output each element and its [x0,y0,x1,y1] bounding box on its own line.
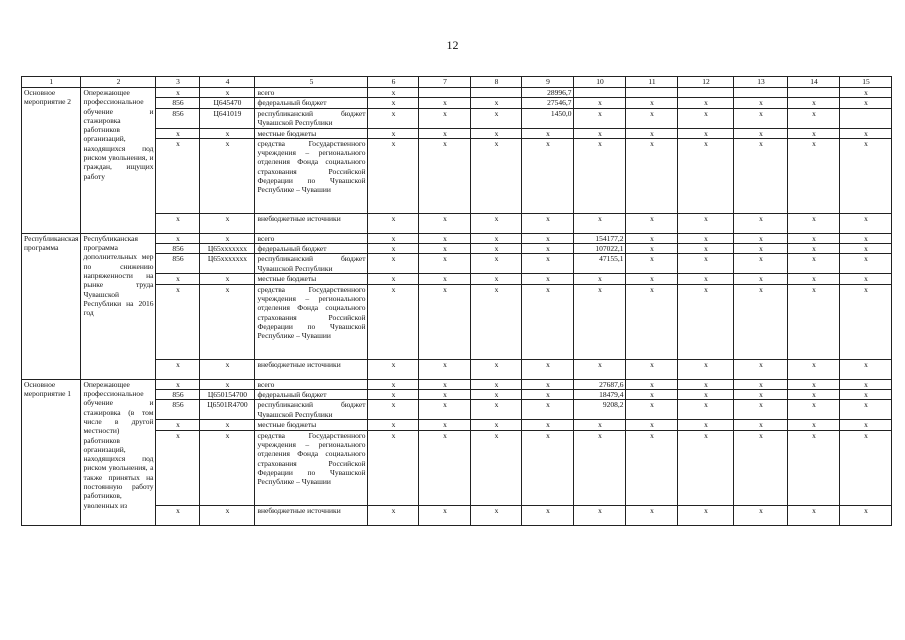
value-cell: x [788,254,840,274]
funding-source-cell: всего [255,88,368,98]
value-cell: x [626,400,678,420]
program-name-cell: Опережающее профессиональное обучение и стажировка работников организаций, находящихся под риском увольнения, и граждан, ищущих работу [81,88,156,234]
funding-source-cell: всего [255,379,368,389]
value-cell: x [368,108,419,128]
value-cell: x [368,284,419,359]
value-cell: x [626,505,678,525]
value-cell: x [734,128,788,138]
program-status-cell: Основное мероприятие 2 [22,88,81,234]
ministry-code-cell: x [156,420,200,430]
funding-source-cell: республиканский бюджет Чувашской Республики [255,108,368,128]
value-cell: x [522,400,574,420]
funding-source-cell: всего [255,233,368,243]
value-cell: x [840,213,892,233]
value-cell: x [678,274,734,284]
column-header-6: 6 [368,77,419,88]
value-cell: x [626,108,678,128]
ministry-code-cell: 856 [156,98,200,108]
budget-code-cell: Ц645470 [200,98,255,108]
value-cell [840,108,892,128]
value-cell: x [626,213,678,233]
value-cell: x [522,284,574,359]
value-cell: x [788,98,840,108]
budget-code-cell: x [200,213,255,233]
budget-code-cell: x [200,379,255,389]
funding-source-cell: местные бюджеты [255,274,368,284]
value-cell: x [788,128,840,138]
value-cell: x [626,430,678,505]
value-cell: x [419,108,471,128]
value-cell: x [734,138,788,213]
value-cell: x [368,88,419,98]
value-cell: x [419,128,471,138]
funding-source-cell: федеральный бюджет [255,244,368,254]
value-cell: x [840,400,892,420]
column-header-13: 13 [734,77,788,88]
value-cell: x [788,244,840,254]
value-cell: x [368,379,419,389]
value-cell: x [419,359,471,379]
value-cell [471,88,522,98]
value-cell: x [471,430,522,505]
budget-code-cell: Ц65xxxxxxx [200,254,255,274]
funding-source-cell: внебюджетные источники [255,213,368,233]
value-cell: x [522,254,574,274]
table-row [22,88,892,98]
column-header-10: 10 [574,77,626,88]
value-cell: x [840,430,892,505]
ministry-code-cell: 856 [156,108,200,128]
value-cell: x [734,379,788,389]
value-cell: x [419,98,471,108]
value-cell: x [574,128,626,138]
value-cell: x [522,505,574,525]
value-cell: x [368,128,419,138]
ministry-code-cell: 856 [156,254,200,274]
value-cell: x [368,138,419,213]
value-cell: x [574,138,626,213]
value-cell: 27687,6 [574,379,626,389]
ministry-code-cell: x [156,359,200,379]
value-cell: x [840,233,892,243]
value-cell: x [788,138,840,213]
value-cell: x [788,108,840,128]
budget-code-cell: x [200,88,255,98]
value-cell: x [574,420,626,430]
value-cell: x [368,420,419,430]
value-cell: x [522,233,574,243]
funding-source-cell: федеральный бюджет [255,98,368,108]
budget-code-cell: Ц650154700 [200,390,255,400]
value-cell: x [419,430,471,505]
value-cell: x [368,359,419,379]
column-header-8: 8 [471,77,522,88]
value-cell: x [626,254,678,274]
ministry-code-cell: 856 [156,390,200,400]
column-header-4: 4 [200,77,255,88]
value-cell: x [368,274,419,284]
value-cell: x [626,390,678,400]
value-cell: x [626,274,678,284]
value-cell: x [471,274,522,284]
value-cell: x [840,284,892,359]
column-header-11: 11 [626,77,678,88]
value-cell: x [734,420,788,430]
budget-code-cell: x [200,420,255,430]
value-cell: x [678,244,734,254]
funding-source-cell: средства Государственного учреждения – регионального отделения Фонда социального страхования Российской Федерации по Чувашской Республике – Чувашии [255,284,368,359]
value-cell: x [734,505,788,525]
value-cell: x [788,430,840,505]
program-status-cell: Основное мероприятие 1 [22,379,81,525]
value-cell: x [788,274,840,284]
value-cell: x [368,390,419,400]
value-cell: x [522,420,574,430]
value-cell: x [788,420,840,430]
value-cell: x [840,98,892,108]
value-cell: x [574,274,626,284]
value-cell: x [678,390,734,400]
value-cell: x [840,390,892,400]
funding-source-cell: местные бюджеты [255,420,368,430]
value-cell: x [734,233,788,243]
value-cell: x [471,379,522,389]
value-cell: x [626,379,678,389]
value-cell: 1450,0 [522,108,574,128]
column-header-3: 3 [156,77,200,88]
value-cell: x [471,244,522,254]
value-cell: x [471,505,522,525]
value-cell: x [840,88,892,98]
funding-source-cell: средства Государственного учреждения – регионального отделения Фонда социального страхования Российской Федерации по Чувашской Республике – Чувашии [255,138,368,213]
value-cell: x [574,430,626,505]
value-cell: x [734,254,788,274]
value-cell: x [734,213,788,233]
value-cell: x [678,128,734,138]
value-cell: x [419,400,471,420]
value-cell: x [368,505,419,525]
value-cell: x [840,128,892,138]
value-cell: x [840,244,892,254]
funding-source-cell: местные бюджеты [255,128,368,138]
funding-source-cell: федеральный бюджет [255,390,368,400]
ministry-code-cell: x [156,505,200,525]
value-cell: x [840,138,892,213]
value-cell: x [471,128,522,138]
value-cell: x [788,359,840,379]
value-cell: x [471,284,522,359]
ministry-code-cell: x [156,284,200,359]
value-cell: 9208,2 [574,400,626,420]
value-cell: x [368,430,419,505]
value-cell: x [471,138,522,213]
value-cell: x [419,233,471,243]
value-cell: 27546,7 [522,98,574,108]
value-cell: x [419,244,471,254]
value-cell: 107022,1 [574,244,626,254]
value-cell: x [471,233,522,243]
page-number: 12 [446,38,459,52]
value-cell: x [734,284,788,359]
value-cell: x [788,390,840,400]
ministry-code-cell: x [156,233,200,243]
value-cell: x [678,400,734,420]
value-cell: x [419,379,471,389]
value-cell: x [840,420,892,430]
value-cell: x [678,379,734,389]
budget-table [21,76,892,526]
value-cell: x [678,420,734,430]
ministry-code-cell: 856 [156,244,200,254]
value-cell: 28996,7 [522,88,574,98]
value-cell: x [626,98,678,108]
value-cell: x [626,233,678,243]
value-cell: x [368,233,419,243]
value-cell: x [678,233,734,243]
funding-source-cell: внебюджетные источники [255,505,368,525]
column-header-12: 12 [678,77,734,88]
value-cell: x [678,108,734,128]
program-status-cell: Республиканская программа [22,233,81,379]
value-cell: x [574,98,626,108]
funding-source-cell: республиканский бюджет Чувашской Республики [255,400,368,420]
value-cell: x [522,390,574,400]
value-cell: x [626,128,678,138]
ministry-code-cell: x [156,379,200,389]
column-header-15: 15 [840,77,892,88]
column-header-5: 5 [255,77,368,88]
value-cell: x [419,390,471,400]
table-row [22,233,892,243]
value-cell: x [522,244,574,254]
budget-code-cell: x [200,274,255,284]
value-cell: x [678,254,734,274]
value-cell: x [419,420,471,430]
value-cell: x [840,274,892,284]
column-header-1: 1 [22,77,81,88]
value-cell: x [522,430,574,505]
value-cell: x [734,390,788,400]
value-cell: x [626,244,678,254]
value-cell: x [734,430,788,505]
budget-code-cell: x [200,138,255,213]
value-cell: x [678,430,734,505]
value-cell: x [419,284,471,359]
value-cell: x [788,213,840,233]
header-row [22,77,892,88]
value-cell: x [734,274,788,284]
value-cell: x [574,284,626,359]
program-name-cell: Республиканская программа дополнительных мер по снижению напряженности на рынке труда Чувашской Республики на 2016 год [81,233,156,379]
value-cell: x [471,108,522,128]
value-cell: x [678,284,734,359]
ministry-code-cell: x [156,128,200,138]
value-cell: x [678,359,734,379]
value-cell: x [626,284,678,359]
column-header-14: 14 [788,77,840,88]
value-cell: x [734,244,788,254]
value-cell: x [840,359,892,379]
value-cell: x [788,284,840,359]
value-cell [734,88,788,98]
value-cell [574,88,626,98]
value-cell: x [471,359,522,379]
value-cell: x [574,505,626,525]
value-cell: x [678,98,734,108]
value-cell: x [368,98,419,108]
value-cell: x [734,108,788,128]
value-cell: x [419,505,471,525]
program-name-cell: Опережающее профессиональное обучение и стажировка (в том числе в другой местности) работников организаций, находящихся под риском увольнения, а также принятых на постоянную работу работников, уволенных из [81,379,156,525]
value-cell: x [788,400,840,420]
value-cell: x [522,274,574,284]
value-cell: x [840,379,892,389]
value-cell: x [788,505,840,525]
ministry-code-cell: x [156,88,200,98]
value-cell: x [368,244,419,254]
value-cell: x [471,390,522,400]
ministry-code-cell: x [156,274,200,284]
funding-source-cell: внебюджетные источники [255,359,368,379]
value-cell: 18479,4 [574,390,626,400]
value-cell: x [522,128,574,138]
value-cell: x [471,213,522,233]
ministry-code-cell: x [156,213,200,233]
value-cell: x [368,400,419,420]
value-cell: 47155,1 [574,254,626,274]
budget-code-cell: x [200,430,255,505]
value-cell [788,88,840,98]
budget-code-cell: x [200,233,255,243]
budget-code-cell: x [200,505,255,525]
value-cell: 154177,2 [574,233,626,243]
budget-code-cell: x [200,128,255,138]
value-cell: x [522,359,574,379]
column-header-9: 9 [522,77,574,88]
value-cell: x [471,400,522,420]
value-cell: x [368,213,419,233]
value-cell: x [840,254,892,274]
value-cell: x [471,254,522,274]
value-cell: x [574,213,626,233]
value-cell: x [626,359,678,379]
ministry-code-cell: x [156,430,200,505]
value-cell: x [734,359,788,379]
value-cell: x [419,254,471,274]
value-cell: x [788,233,840,243]
column-header-7: 7 [419,77,471,88]
budget-code-cell: Ц6501R4700 [200,400,255,420]
budget-code-cell: x [200,359,255,379]
funding-source-cell: республиканский бюджет Чувашской Республики [255,254,368,274]
value-cell [678,88,734,98]
funding-source-cell: средства Государственного учреждения – регионального отделения Фонда социального страхования Российской Федерации по Чувашской Республике – Чувашии [255,430,368,505]
budget-code-cell: Ц65xxxxxxx [200,244,255,254]
value-cell: x [368,254,419,274]
value-cell: x [419,138,471,213]
value-cell: x [522,379,574,389]
value-cell: x [471,420,522,430]
value-cell: x [522,213,574,233]
value-cell: x [471,98,522,108]
value-cell: x [626,420,678,430]
budget-code-cell: Ц641019 [200,108,255,128]
value-cell: x [678,138,734,213]
ministry-code-cell: x [156,138,200,213]
value-cell: x [840,505,892,525]
value-cell [626,88,678,98]
value-cell: x [678,213,734,233]
value-cell: x [522,138,574,213]
value-cell: x [574,359,626,379]
value-cell: x [734,400,788,420]
budget-code-cell: x [200,284,255,359]
column-header-2: 2 [81,77,156,88]
table-row [22,379,892,389]
value-cell: x [574,108,626,128]
value-cell: x [734,98,788,108]
ministry-code-cell: 856 [156,400,200,420]
value-cell: x [419,213,471,233]
value-cell: x [626,138,678,213]
value-cell: x [788,379,840,389]
value-cell: x [678,505,734,525]
value-cell [419,88,471,98]
value-cell: x [419,274,471,284]
